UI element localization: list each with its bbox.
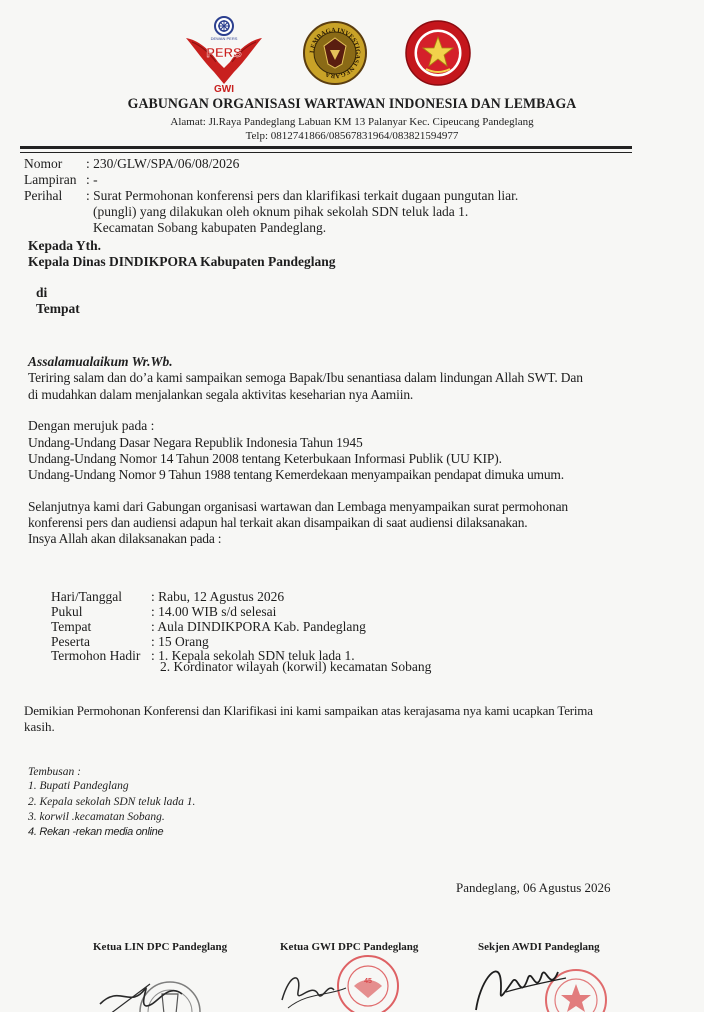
signature-stamp-awdi (466, 952, 636, 1012)
recipient-line-3: di (36, 285, 48, 300)
schedule-pukul-label: Pukul (51, 604, 83, 619)
pers-gwi-logo (182, 10, 266, 94)
tembusan-item-1: 1. Bupati Pandeglang (28, 780, 129, 792)
closing-line-2: kasih. (24, 719, 55, 734)
lembaga-investigasi-negara-seal (302, 20, 368, 86)
nomor-value: : 230/GLW/SPA/06/08/2026 (86, 156, 240, 171)
recipient-line-2: Kepala Dinas DINDIKPORA Kabupaten Pandeglang (28, 254, 336, 269)
place-date: Pandeglang, 06 Agustus 2026 (456, 880, 611, 895)
references-intro: Dengan merujuk pada : (28, 418, 155, 433)
schedule-tempat-label: Tempat (51, 619, 92, 634)
pers-tiny-text: DEWAN PERS (210, 36, 238, 41)
schedule-termohon-value-2: 2. Kordinator wilayah (korwil) kecamatan Sobang (160, 659, 432, 674)
paragraph-1-line-2: di mudahkan dalam menjalankan segala aktivitas keseharian nya Aamiin. (28, 387, 414, 402)
schedule-pukul-value: : 14.00 WIB s/d selesai (151, 604, 277, 619)
schedule-tempat-value: : Aula DINDIKPORA Kab. Pandeglang (151, 619, 366, 634)
signature-title-awdi: Sekjen AWDI Pandeglang (478, 941, 600, 953)
paragraph-2-line-3: Insya Allah akan dilaksanakan pada : (28, 531, 222, 546)
closing-line-1: Demikian Permohonan Konferensi dan Klarifikasi ini kami sampaikan atas kerajasama nya kami ucapkan Terima (24, 703, 593, 718)
letterhead-thick-rule (20, 146, 632, 149)
tembusan-item-4: 4. Rekan -rekan media online (28, 826, 164, 838)
reference-2: Undang-Undang Nomor 14 Tahun 2008 tentang Keterbukaan Informasi Publik (UU KIP). (28, 451, 502, 466)
schedule-termohon-label: Termohon Hadir (51, 648, 141, 663)
tembusan-item-2: 2. Kepala sekolah SDN teluk lada 1. (28, 796, 196, 808)
perihal-line-1: : Surat Permohonan konferensi pers dan klarifikasi terkait dugaan pungutan liar. (86, 188, 519, 203)
paragraph-2-line-2: konferensi pers dan audiensi adapun hal terkait akan disampaikan di saat audiensi dilaksanakan. (28, 515, 528, 530)
recipient-line-4: Tempat (36, 301, 80, 316)
letterhead-thin-rule (20, 152, 632, 153)
perihal-line-2: (pungli) yang dilakukan oleh oknum pihak sekolah SDN teluk lada 1. (93, 204, 469, 219)
lampiran-value: : - (86, 172, 98, 187)
awdi-star-seal (404, 19, 472, 87)
schedule-hari-value: : Rabu, 12 Agustus 2026 (151, 589, 285, 604)
paragraph-2-line-1: Selanjutnya kami dari Gabungan organisasi wartawan dan Lembaga menyampaikan surat permohonan (28, 499, 569, 514)
signature-stamp-lin (90, 964, 220, 1012)
letterhead-title: GABUNGAN ORGANISASI WARTAWAN INDONESIA DAN LEMBAGA (127, 96, 577, 112)
nomor-label: Nomor (24, 156, 63, 171)
tembusan-item-3: 3. korwil .kecamatan Sobang. (28, 811, 165, 823)
recipient-line-1: Kepada Yth. (28, 238, 102, 253)
schedule-hari-label: Hari/Tanggal (51, 589, 123, 604)
seal-ring-text: LEMBAGA INVESTIGASI NEGARA (308, 26, 362, 80)
svg-text:45: 45 (364, 978, 372, 985)
gwi-text: GWI (214, 84, 234, 94)
letterhead-address: Alamat: Jl.Raya Pandeglang Labuan KM 13 Palanyar Kec. Cipeucang Pandeglang (170, 116, 534, 128)
schedule-termohon-value-1: : 1. Kepala sekolah SDN teluk lada 1. (151, 648, 355, 663)
reference-1: Undang-Undang Dasar Negara Republik Indonesia Tahun 1945 (28, 435, 363, 450)
tembusan-title: Tembusan : (28, 766, 81, 778)
signature-stamp-gwi (268, 952, 428, 1012)
greeting: Assalamualaikum Wr.Wb. (28, 354, 173, 369)
perihal-line-3: Kecamatan Sobang kabupaten Pandeglang. (93, 220, 327, 235)
paragraph-1-line-1: Teriring salam dan do’a kami sampaikan semoga Bapak/Ibu senantiasa dalam lindungan Allah SWT. Dan (28, 370, 583, 385)
pers-text: PERS (206, 45, 242, 60)
perihal-label: Perihal (24, 188, 63, 203)
signature-title-lin: Ketua LIN DPC Pandeglang (93, 941, 228, 953)
lampiran-label: Lampiran (24, 172, 77, 187)
schedule-peserta-value: : 15 Orang (151, 634, 209, 649)
letterhead-phone: Telp: 0812741866/08567831964/083821594977 (245, 130, 459, 142)
schedule-peserta-label: Peserta (51, 634, 90, 649)
signature-title-gwi: Ketua GWI DPC Pandeglang (280, 941, 419, 953)
reference-3: Undang-Undang Nomor 9 Tahun 1988 tentang Kemerdekaan menyampaikan pendapat dimuka umum. (28, 467, 564, 482)
